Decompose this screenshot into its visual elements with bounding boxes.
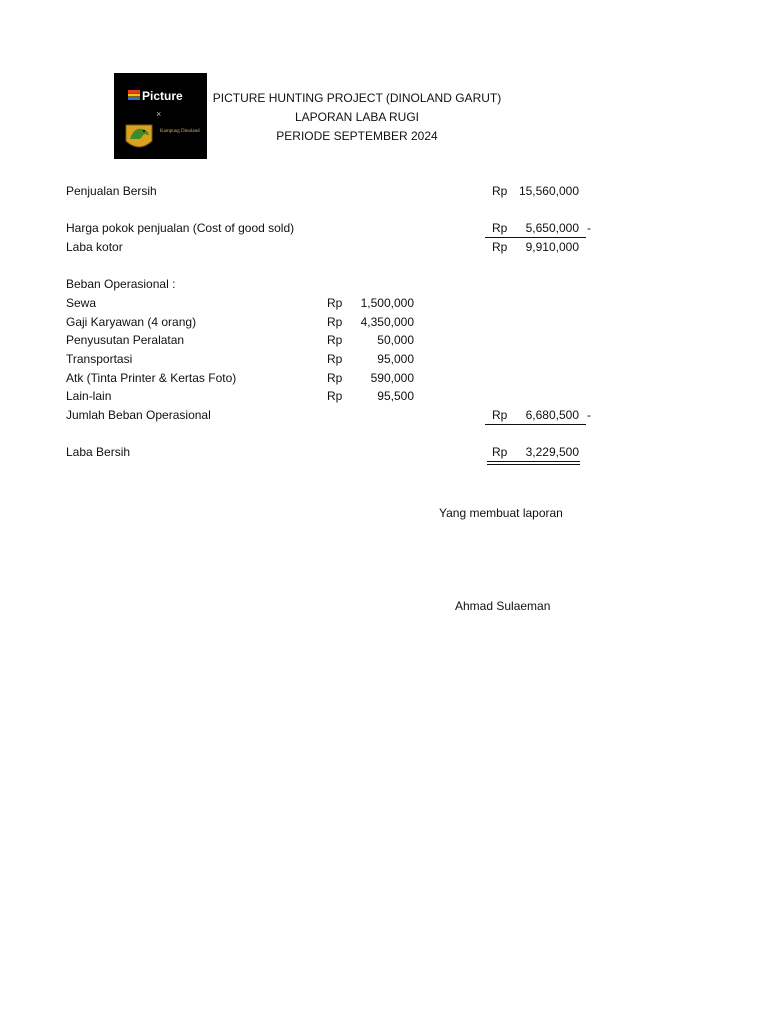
beban-item-label: Atk (Tinta Printer & Kertas Foto) bbox=[66, 371, 237, 385]
currency-label: Rp bbox=[492, 445, 508, 459]
report-company-title: PICTURE HUNTING PROJECT (DINOLAND GARUT) bbox=[212, 91, 502, 105]
currency-label: Rp bbox=[492, 221, 508, 235]
hpp-value: 5,650,000 bbox=[525, 221, 579, 235]
beban-item-value: 590,000 bbox=[370, 371, 414, 385]
penjualan-value: 15,560,000 bbox=[518, 184, 579, 198]
currency-label: Rp bbox=[327, 333, 343, 347]
beban-heading: Beban Operasional : bbox=[66, 277, 176, 291]
jumlah-beban-label: Jumlah Beban Operasional bbox=[66, 408, 211, 422]
currency-label: Rp bbox=[492, 408, 508, 422]
beban-item-value: 4,350,000 bbox=[360, 315, 414, 329]
logo-hotel-text: Kampung Dinoland bbox=[160, 129, 200, 134]
beban-item-label: Transportasi bbox=[66, 352, 133, 366]
report-title: LAPORAN LABA RUGI bbox=[294, 110, 420, 124]
signature-caption: Yang membuat laporan bbox=[439, 506, 563, 520]
minus-sign: - bbox=[587, 408, 591, 422]
total-underline-top bbox=[487, 461, 580, 462]
currency-label: Rp bbox=[327, 352, 343, 366]
subtotal-underline bbox=[485, 424, 586, 425]
beban-item-label: Penyusutan Peralatan bbox=[66, 333, 185, 347]
currency-label: Rp bbox=[327, 389, 343, 403]
beban-item-value: 50,000 bbox=[377, 333, 414, 347]
beban-item-value: 95,000 bbox=[377, 352, 414, 366]
logo-brand-text: Picture bbox=[142, 89, 183, 103]
subtotal-underline bbox=[485, 237, 586, 238]
total-underline-bottom bbox=[487, 464, 580, 465]
minus-sign: - bbox=[587, 221, 591, 235]
laba-kotor-label: Laba kotor bbox=[66, 240, 123, 254]
beban-item-value: 95,500 bbox=[377, 389, 414, 403]
laba-bersih-label: Laba Bersih bbox=[66, 445, 131, 459]
laba-bersih-value: 3,229,500 bbox=[525, 445, 579, 459]
beban-item-value: 1,500,000 bbox=[360, 296, 414, 310]
currency-label: Rp bbox=[327, 315, 343, 329]
report-period: PERIODE SEPTEMBER 2024 bbox=[276, 129, 438, 143]
beban-item-label: Lain-lain bbox=[66, 389, 112, 403]
hpp-label: Harga pokok penjualan (Cost of good sold) bbox=[66, 221, 295, 235]
jumlah-beban-value: 6,680,500 bbox=[525, 408, 579, 422]
beban-item-label: Gaji Karyawan (4 orang) bbox=[66, 315, 197, 329]
penjualan-label: Penjualan Bersih bbox=[66, 184, 157, 198]
currency-label: Rp bbox=[327, 296, 343, 310]
currency-label: Rp bbox=[327, 371, 343, 385]
logo-separator: × bbox=[156, 109, 162, 119]
laba-kotor-value: 9,910,000 bbox=[525, 240, 579, 254]
currency-label: Rp bbox=[492, 240, 508, 254]
signature-name: Ahmad Sulaeman bbox=[455, 599, 551, 613]
currency-label: Rp bbox=[492, 184, 508, 198]
beban-item-label: Sewa bbox=[66, 296, 97, 310]
